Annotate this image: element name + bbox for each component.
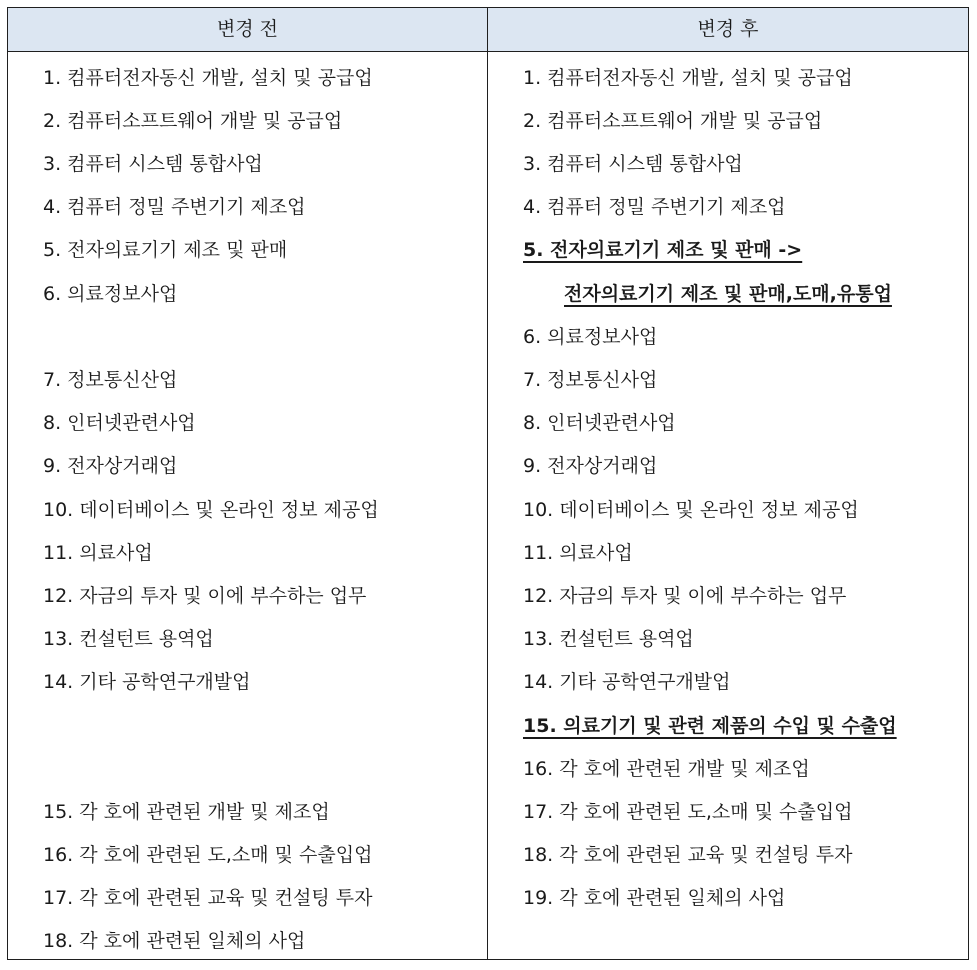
after-item: 1. 컴퓨터전자동신 개발, 설치 및 공급업 (523, 67, 853, 89)
before-item: 9. 전자상거래업 (43, 455, 178, 477)
after-item: 13. 컨설턴트 용역업 (523, 628, 694, 650)
before-item: 14. 기타 공학연구개발업 (43, 671, 251, 693)
before-item: 6. 의료정보사업 (43, 283, 178, 305)
after-item: 18. 각 호에 관련된 교육 및 컨설팅 투자 (523, 844, 853, 866)
after-column (488, 52, 968, 957)
after-item: 12. 자금의 투자 및 이에 부수하는 업무 (523, 585, 847, 607)
before-item: 2. 컴퓨터소프트웨어 개발 및 공급업 (43, 110, 343, 132)
header-before: 변경 전 (216, 18, 279, 40)
after-item: 3. 컴퓨터 시스템 통합사업 (523, 153, 743, 175)
before-item: 16. 각 호에 관련된 도,소매 및 수출입업 (43, 844, 373, 866)
before-item: 15. 각 호에 관련된 개발 및 제조업 (43, 801, 330, 823)
before-item: 12. 자금의 투자 및 이에 부수하는 업무 (43, 585, 367, 607)
header-after: 변경 후 (697, 18, 759, 40)
before-item: 1. 컴퓨터전자동신 개발, 설치 및 공급업 (43, 67, 373, 89)
after-item: 9. 전자상거래업 (523, 455, 658, 477)
after-item: 16. 각 호에 관련된 개발 및 제조업 (523, 758, 810, 780)
before-item: 8. 인터넷관련사업 (43, 412, 196, 434)
after-item: 17. 각 호에 관련된 도,소매 및 수출입업 (523, 801, 853, 823)
before-item: 11. 의료사업 (43, 542, 153, 564)
table-header (8, 8, 968, 52)
before-item: 17. 각 호에 관련된 교육 및 컨설팅 투자 (43, 887, 373, 909)
before-column (8, 52, 487, 957)
after-item: 8. 인터넷관련사업 (523, 412, 676, 434)
after-item-changed: 5. 전자의료기기 제조 및 판매 -> (523, 239, 803, 261)
before-item: 7. 정보통신산업 (43, 369, 178, 391)
after-item-changed-continuation: 전자의료기기 제조 및 판매,도매,유통업 (564, 283, 892, 305)
before-item: 3. 컴퓨터 시스템 통합사업 (43, 153, 263, 175)
after-item: 4. 컴퓨터 정밀 주변기기 제조업 (523, 196, 786, 218)
before-item: 13. 컨설턴트 용역업 (43, 628, 214, 650)
after-item: 10. 데이터베이스 및 온라인 정보 제공업 (523, 499, 859, 521)
after-item: 14. 기타 공학연구개발업 (523, 671, 731, 693)
after-item: 7. 정보통신사업 (523, 369, 658, 391)
before-item: 5. 전자의료기기 제조 및 판매 (43, 239, 288, 261)
after-item: 2. 컴퓨터소프트웨어 개발 및 공급업 (523, 110, 823, 132)
after-item: 19. 각 호에 관련된 일체의 사업 (523, 887, 786, 909)
before-item: 10. 데이터베이스 및 온라인 정보 제공업 (43, 499, 379, 521)
before-item: 4. 컴퓨터 정밀 주변기기 제조업 (43, 196, 306, 218)
comparison-table (7, 7, 969, 960)
after-item: 11. 의료사업 (523, 542, 633, 564)
after-item: 6. 의료정보사업 (523, 326, 658, 348)
after-item-added: 15. 의료기기 및 관련 제품의 수입 및 수출업 (523, 715, 897, 737)
before-item: 18. 각 호에 관련된 일체의 사업 (43, 930, 306, 952)
